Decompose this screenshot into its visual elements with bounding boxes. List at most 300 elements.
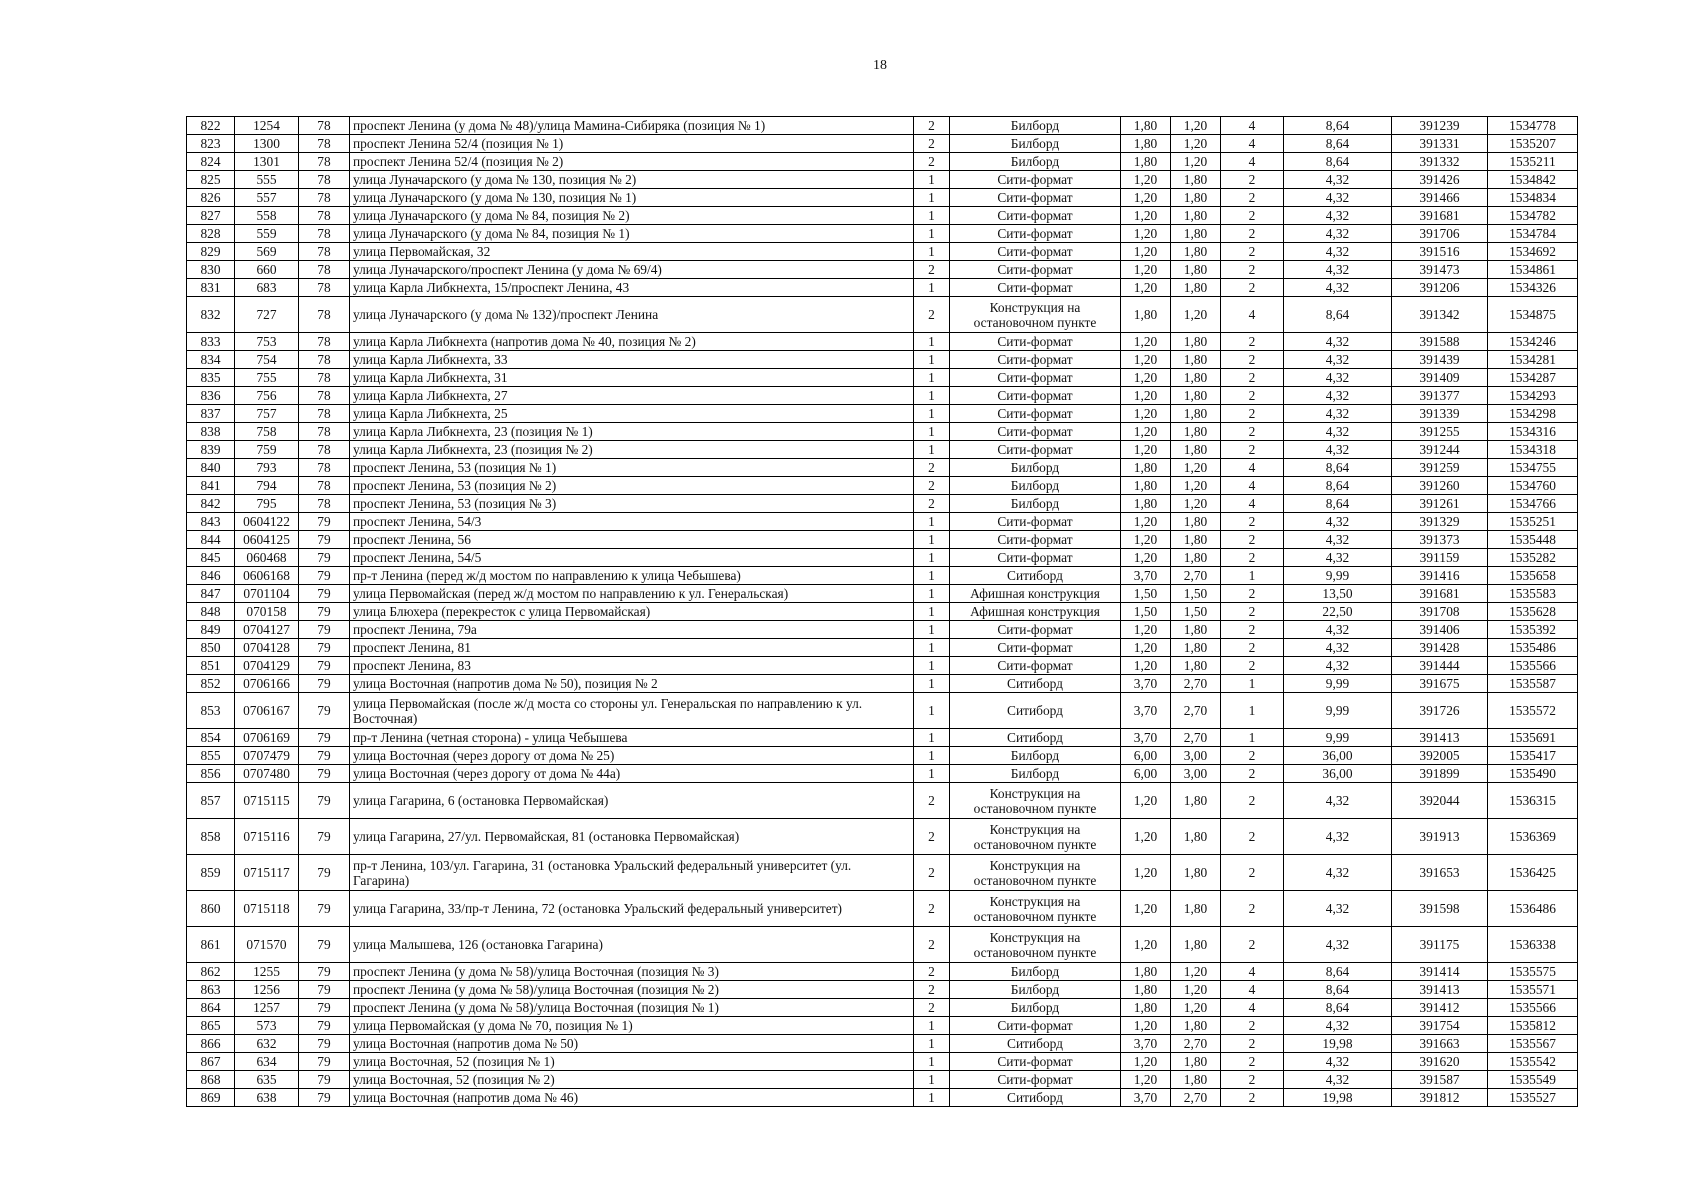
cell-height: 1,80: [1171, 261, 1221, 279]
table-row: [187, 549, 1578, 567]
cell-district-code: 79: [299, 819, 350, 855]
cell-faces: 2: [1221, 747, 1284, 765]
cell-coord-x: 391259: [1392, 459, 1488, 477]
cell-address: улица Карла Либкнехта, 23 (позиция № 2): [350, 441, 914, 459]
cell-width: 1,20: [1121, 261, 1171, 279]
cell-coord-x: 391406: [1392, 621, 1488, 639]
cell-row-number: 846: [187, 567, 235, 585]
cell-height: 1,80: [1171, 783, 1221, 819]
cell-height: 1,80: [1171, 441, 1221, 459]
cell-sides: 1: [914, 441, 950, 459]
cell-width: 1,20: [1121, 333, 1171, 351]
cell-structure-type: Сити-формат: [950, 261, 1121, 279]
cell-structure-type: Билборд: [950, 747, 1121, 765]
table-row: [187, 1071, 1578, 1089]
cell-width: 1,20: [1121, 423, 1171, 441]
cell-coord-y: 1536315: [1488, 783, 1578, 819]
cell-coord-x: 391812: [1392, 1089, 1488, 1107]
cell-structure-id: 071570: [235, 927, 299, 963]
cell-faces: 2: [1221, 531, 1284, 549]
cell-structure-id: 569: [235, 243, 299, 261]
cell-structure-id: 794: [235, 477, 299, 495]
table-row: [187, 1053, 1578, 1071]
cell-structure-type: Билборд: [950, 459, 1121, 477]
cell-coord-x: 391373: [1392, 531, 1488, 549]
cell-faces: 2: [1221, 405, 1284, 423]
cell-district-code: 79: [299, 963, 350, 981]
cell-district-code: 79: [299, 927, 350, 963]
cell-coord-x: 391675: [1392, 675, 1488, 693]
cell-structure-id: 753: [235, 333, 299, 351]
cell-address: улица Луначарского/проспект Ленина (у дома № 69/4): [350, 261, 914, 279]
cell-row-number: 836: [187, 387, 235, 405]
cell-area: 22,50: [1284, 603, 1392, 621]
cell-structure-type: Сити-формат: [950, 351, 1121, 369]
table-row: [187, 603, 1578, 621]
cell-width: 1,20: [1121, 927, 1171, 963]
cell-faces: 2: [1221, 927, 1284, 963]
cell-height: 1,80: [1171, 423, 1221, 441]
table-row: [187, 243, 1578, 261]
cell-height: 2,70: [1171, 675, 1221, 693]
cell-coord-y: 1534784: [1488, 225, 1578, 243]
cell-district-code: 78: [299, 333, 350, 351]
cell-height: 1,80: [1171, 369, 1221, 387]
cell-coord-y: 1534760: [1488, 477, 1578, 495]
cell-coord-y: 1534326: [1488, 279, 1578, 297]
cell-structure-type: Ситиборд: [950, 729, 1121, 747]
cell-faces: 4: [1221, 981, 1284, 999]
cell-district-code: 79: [299, 621, 350, 639]
cell-coord-y: 1534755: [1488, 459, 1578, 477]
cell-faces: 2: [1221, 441, 1284, 459]
cell-width: 1,80: [1121, 477, 1171, 495]
cell-structure-id: 660: [235, 261, 299, 279]
cell-area: 4,32: [1284, 1053, 1392, 1071]
cell-coord-x: 391412: [1392, 999, 1488, 1017]
cell-width: 1,50: [1121, 603, 1171, 621]
cell-height: 1,50: [1171, 603, 1221, 621]
cell-address: проспект Ленина, 53 (позиция № 2): [350, 477, 914, 495]
cell-area: 4,32: [1284, 387, 1392, 405]
cell-structure-type: Билборд: [950, 153, 1121, 171]
cell-structure-id: 0715116: [235, 819, 299, 855]
cell-height: 1,80: [1171, 1017, 1221, 1035]
cell-faces: 2: [1221, 1071, 1284, 1089]
cell-area: 4,32: [1284, 549, 1392, 567]
cell-structure-id: 756: [235, 387, 299, 405]
cell-height: 1,20: [1171, 135, 1221, 153]
cell-coord-x: 391329: [1392, 513, 1488, 531]
cell-district-code: 79: [299, 783, 350, 819]
table-row: [187, 747, 1578, 765]
table-row: [187, 117, 1578, 135]
cell-faces: 2: [1221, 639, 1284, 657]
cell-width: 1,20: [1121, 513, 1171, 531]
cell-row-number: 868: [187, 1071, 235, 1089]
cell-coord-y: 1534778: [1488, 117, 1578, 135]
cell-coord-y: 1535658: [1488, 567, 1578, 585]
cell-structure-id: 1300: [235, 135, 299, 153]
cell-coord-y: 1535251: [1488, 513, 1578, 531]
cell-row-number: 861: [187, 927, 235, 963]
cell-width: 1,20: [1121, 855, 1171, 891]
cell-sides: 1: [914, 351, 950, 369]
cell-row-number: 842: [187, 495, 235, 513]
cell-district-code: 79: [299, 567, 350, 585]
cell-address: улица Первомайская (у дома № 70, позиция № 1): [350, 1017, 914, 1035]
cell-structure-id: 070158: [235, 603, 299, 621]
cell-row-number: 862: [187, 963, 235, 981]
cell-coord-x: 391473: [1392, 261, 1488, 279]
cell-coord-x: 391663: [1392, 1035, 1488, 1053]
cell-height: 1,80: [1171, 1053, 1221, 1071]
cell-sides: 1: [914, 693, 950, 729]
cell-structure-id: 555: [235, 171, 299, 189]
cell-row-number: 855: [187, 747, 235, 765]
table-row: [187, 891, 1578, 927]
cell-address: улица Восточная (напротив дома № 50), позиция № 2: [350, 675, 914, 693]
cell-width: 1,20: [1121, 351, 1171, 369]
cell-height: 1,20: [1171, 477, 1221, 495]
cell-area: 9,99: [1284, 729, 1392, 747]
cell-district-code: 79: [299, 855, 350, 891]
cell-address: пр-т Ленина (перед ж/д мостом по направлению к улица Чебышева): [350, 567, 914, 585]
cell-structure-type: Сити-формат: [950, 621, 1121, 639]
cell-sides: 1: [914, 171, 950, 189]
cell-coord-x: 391681: [1392, 585, 1488, 603]
cell-coord-x: 391416: [1392, 567, 1488, 585]
cell-address: улица Луначарского (у дома № 84, позиция № 1): [350, 225, 914, 243]
cell-structure-id: 0706169: [235, 729, 299, 747]
cell-row-number: 859: [187, 855, 235, 891]
cell-faces: 2: [1221, 171, 1284, 189]
cell-coord-y: 1535490: [1488, 765, 1578, 783]
cell-address: проспект Ленина 52/4 (позиция № 1): [350, 135, 914, 153]
cell-structure-id: 632: [235, 1035, 299, 1053]
cell-district-code: 79: [299, 891, 350, 927]
cell-faces: 2: [1221, 513, 1284, 531]
cell-coord-x: 391428: [1392, 639, 1488, 657]
cell-area: 4,32: [1284, 621, 1392, 639]
cell-structure-id: 558: [235, 207, 299, 225]
cell-structure-id: 0604125: [235, 531, 299, 549]
cell-width: 1,80: [1121, 297, 1171, 333]
cell-structure-id: 683: [235, 279, 299, 297]
cell-structure-type: Сити-формат: [950, 513, 1121, 531]
cell-sides: 1: [914, 1035, 950, 1053]
table-row: [187, 207, 1578, 225]
cell-sides: 2: [914, 981, 950, 999]
cell-structure-id: 0604122: [235, 513, 299, 531]
cell-structure-type: Сити-формат: [950, 441, 1121, 459]
cell-address: улица Первомайская (после ж/д моста со стороны ул. Генеральская по направлению к ул. Восточная): [350, 693, 914, 729]
cell-sides: 1: [914, 279, 950, 297]
cell-coord-x: 391409: [1392, 369, 1488, 387]
cell-coord-x: 391239: [1392, 117, 1488, 135]
cell-area: 4,32: [1284, 405, 1392, 423]
cell-district-code: 78: [299, 261, 350, 279]
cell-address: улица Луначарского (у дома № 130, позиция № 1): [350, 189, 914, 207]
cell-height: 1,80: [1171, 855, 1221, 891]
cell-height: 1,80: [1171, 927, 1221, 963]
cell-faces: 4: [1221, 153, 1284, 171]
cell-area: 9,99: [1284, 675, 1392, 693]
cell-row-number: 832: [187, 297, 235, 333]
cell-height: 1,80: [1171, 207, 1221, 225]
cell-coord-y: 1535549: [1488, 1071, 1578, 1089]
cell-structure-type: Сити-формат: [950, 369, 1121, 387]
cell-sides: 1: [914, 639, 950, 657]
cell-width: 1,20: [1121, 891, 1171, 927]
cell-address: улица Карла Либкнехта, 15/проспект Ленина, 43: [350, 279, 914, 297]
cell-area: 4,32: [1284, 441, 1392, 459]
cell-height: 1,80: [1171, 1071, 1221, 1089]
cell-area: 4,32: [1284, 513, 1392, 531]
cell-area: 4,32: [1284, 333, 1392, 351]
cell-height: 1,80: [1171, 405, 1221, 423]
cell-address: улица Карла Либкнехта, 23 (позиция № 1): [350, 423, 914, 441]
cell-coord-x: 391377: [1392, 387, 1488, 405]
cell-sides: 1: [914, 333, 950, 351]
cell-height: 3,00: [1171, 765, 1221, 783]
cell-structure-id: 793: [235, 459, 299, 477]
cell-faces: 4: [1221, 963, 1284, 981]
cell-structure-id: 0715115: [235, 783, 299, 819]
cell-district-code: 78: [299, 225, 350, 243]
cell-coord-x: 391439: [1392, 351, 1488, 369]
cell-structure-id: 754: [235, 351, 299, 369]
cell-height: 1,80: [1171, 171, 1221, 189]
cell-coord-x: 391516: [1392, 243, 1488, 261]
cell-coord-x: 391260: [1392, 477, 1488, 495]
cell-faces: 2: [1221, 603, 1284, 621]
cell-coord-x: 391342: [1392, 297, 1488, 333]
cell-structure-type: Билборд: [950, 981, 1121, 999]
cell-coord-y: 1535542: [1488, 1053, 1578, 1071]
cell-faces: 2: [1221, 891, 1284, 927]
cell-coord-y: 1535571: [1488, 981, 1578, 999]
cell-coord-y: 1535812: [1488, 1017, 1578, 1035]
cell-structure-id: 635: [235, 1071, 299, 1089]
cell-district-code: 79: [299, 657, 350, 675]
cell-coord-x: 391681: [1392, 207, 1488, 225]
table-row: [187, 639, 1578, 657]
cell-width: 1,20: [1121, 279, 1171, 297]
cell-address: улица Карла Либкнехта (напротив дома № 40, позиция № 2): [350, 333, 914, 351]
cell-height: 1,50: [1171, 585, 1221, 603]
cell-width: 1,20: [1121, 1017, 1171, 1035]
cell-structure-id: 1256: [235, 981, 299, 999]
cell-sides: 1: [914, 729, 950, 747]
cell-area: 8,64: [1284, 981, 1392, 999]
cell-address: улица Карла Либкнехта, 33: [350, 351, 914, 369]
cell-coord-x: 392044: [1392, 783, 1488, 819]
cell-area: 4,32: [1284, 189, 1392, 207]
cell-area: 9,99: [1284, 693, 1392, 729]
cell-coord-x: 391414: [1392, 963, 1488, 981]
cell-coord-x: 391444: [1392, 657, 1488, 675]
cell-width: 1,20: [1121, 405, 1171, 423]
cell-area: 8,64: [1284, 495, 1392, 513]
cell-height: 1,80: [1171, 189, 1221, 207]
cell-row-number: 867: [187, 1053, 235, 1071]
cell-coord-x: 391331: [1392, 135, 1488, 153]
cell-area: 8,64: [1284, 459, 1392, 477]
cell-width: 1,80: [1121, 153, 1171, 171]
cell-width: 1,80: [1121, 981, 1171, 999]
cell-coord-y: 1535207: [1488, 135, 1578, 153]
cell-width: 6,00: [1121, 765, 1171, 783]
cell-coord-x: 391255: [1392, 423, 1488, 441]
cell-height: 2,70: [1171, 567, 1221, 585]
cell-structure-type: Ситиборд: [950, 693, 1121, 729]
cell-coord-y: 1534782: [1488, 207, 1578, 225]
cell-address: проспект Ленина, 53 (позиция № 1): [350, 459, 914, 477]
cell-coord-y: 1535566: [1488, 999, 1578, 1017]
cell-structure-type: Сити-формат: [950, 531, 1121, 549]
cell-district-code: 79: [299, 765, 350, 783]
cell-width: 1,20: [1121, 657, 1171, 675]
cell-district-code: 79: [299, 981, 350, 999]
cell-width: 1,20: [1121, 639, 1171, 657]
table-row: [187, 387, 1578, 405]
cell-structure-id: 559: [235, 225, 299, 243]
cell-structure-type: Конструкция на остановочном пункте: [950, 891, 1121, 927]
cell-coord-x: 391913: [1392, 819, 1488, 855]
cell-area: 8,64: [1284, 153, 1392, 171]
cell-area: 8,64: [1284, 963, 1392, 981]
cell-coord-x: 391620: [1392, 1053, 1488, 1071]
cell-faces: 4: [1221, 477, 1284, 495]
cell-height: 1,80: [1171, 891, 1221, 927]
cell-faces: 2: [1221, 819, 1284, 855]
cell-coord-y: 1534692: [1488, 243, 1578, 261]
cell-area: 4,32: [1284, 783, 1392, 819]
cell-height: 1,80: [1171, 819, 1221, 855]
cell-height: 1,80: [1171, 621, 1221, 639]
cell-area: 4,32: [1284, 225, 1392, 243]
cell-coord-y: 1535566: [1488, 657, 1578, 675]
cell-structure-id: 0715118: [235, 891, 299, 927]
cell-sides: 1: [914, 369, 950, 387]
cell-sides: 2: [914, 999, 950, 1017]
cell-structure-type: Билборд: [950, 477, 1121, 495]
cell-faces: 2: [1221, 1017, 1284, 1035]
cell-height: 1,20: [1171, 495, 1221, 513]
cell-structure-id: 727: [235, 297, 299, 333]
cell-address: улица Первомайская, 32: [350, 243, 914, 261]
cell-structure-id: 0704128: [235, 639, 299, 657]
cell-district-code: 78: [299, 351, 350, 369]
table-body: [187, 117, 1578, 1107]
cell-faces: 2: [1221, 225, 1284, 243]
cell-area: 4,32: [1284, 369, 1392, 387]
cell-row-number: 844: [187, 531, 235, 549]
cell-sides: 1: [914, 423, 950, 441]
cell-height: 1,80: [1171, 639, 1221, 657]
cell-sides: 2: [914, 495, 950, 513]
table-row: [187, 531, 1578, 549]
cell-sides: 1: [914, 675, 950, 693]
cell-area: 4,32: [1284, 657, 1392, 675]
cell-width: 1,50: [1121, 585, 1171, 603]
cell-faces: 2: [1221, 783, 1284, 819]
cell-width: 3,70: [1121, 693, 1171, 729]
cell-area: 8,64: [1284, 477, 1392, 495]
cell-faces: 2: [1221, 1053, 1284, 1071]
cell-faces: 1: [1221, 729, 1284, 747]
cell-sides: 1: [914, 765, 950, 783]
cell-area: 4,32: [1284, 243, 1392, 261]
cell-coord-x: 391339: [1392, 405, 1488, 423]
cell-height: 1,80: [1171, 513, 1221, 531]
cell-area: 8,64: [1284, 135, 1392, 153]
cell-faces: 1: [1221, 567, 1284, 585]
cell-row-number: 825: [187, 171, 235, 189]
cell-structure-id: 0707480: [235, 765, 299, 783]
cell-address: улица Первомайская (перед ж/д мостом по направлению к ул. Генеральская): [350, 585, 914, 603]
cell-faces: 4: [1221, 135, 1284, 153]
cell-coord-y: 1535486: [1488, 639, 1578, 657]
cell-area: 36,00: [1284, 747, 1392, 765]
cell-structure-id: 0704127: [235, 621, 299, 639]
cell-row-number: 822: [187, 117, 235, 135]
cell-district-code: 79: [299, 639, 350, 657]
table-row: [187, 189, 1578, 207]
cell-faces: 1: [1221, 675, 1284, 693]
cell-faces: 4: [1221, 297, 1284, 333]
cell-sides: 2: [914, 855, 950, 891]
table-row: [187, 369, 1578, 387]
cell-faces: 1: [1221, 693, 1284, 729]
cell-address: улица Карла Либкнехта, 31: [350, 369, 914, 387]
table-row: [187, 297, 1578, 333]
cell-coord-y: 1534318: [1488, 441, 1578, 459]
cell-district-code: 78: [299, 459, 350, 477]
cell-district-code: 78: [299, 135, 350, 153]
cell-row-number: 840: [187, 459, 235, 477]
cell-address: улица Карла Либкнехта, 25: [350, 405, 914, 423]
cell-coord-y: 1535587: [1488, 675, 1578, 693]
table-row: [187, 279, 1578, 297]
cell-coord-y: 1534834: [1488, 189, 1578, 207]
cell-address: улица Блюхера (перекресток с улица Первомайская): [350, 603, 914, 621]
cell-faces: 2: [1221, 549, 1284, 567]
cell-width: 1,20: [1121, 783, 1171, 819]
table-row: [187, 261, 1578, 279]
table-row: [187, 441, 1578, 459]
cell-district-code: 79: [299, 1017, 350, 1035]
cell-height: 1,80: [1171, 279, 1221, 297]
cell-height: 1,80: [1171, 531, 1221, 549]
cell-height: 1,20: [1171, 297, 1221, 333]
cell-district-code: 78: [299, 189, 350, 207]
cell-structure-type: Конструкция на остановочном пункте: [950, 855, 1121, 891]
cell-structure-type: Сити-формат: [950, 225, 1121, 243]
cell-faces: 2: [1221, 351, 1284, 369]
cell-width: 1,20: [1121, 1071, 1171, 1089]
cell-structure-id: 1255: [235, 963, 299, 981]
table-row: [187, 783, 1578, 819]
table-row: [187, 405, 1578, 423]
cell-row-number: 830: [187, 261, 235, 279]
cell-structure-id: 0707479: [235, 747, 299, 765]
cell-area: 19,98: [1284, 1035, 1392, 1053]
cell-faces: 2: [1221, 621, 1284, 639]
cell-structure-id: 0704129: [235, 657, 299, 675]
table-row: [187, 693, 1578, 729]
